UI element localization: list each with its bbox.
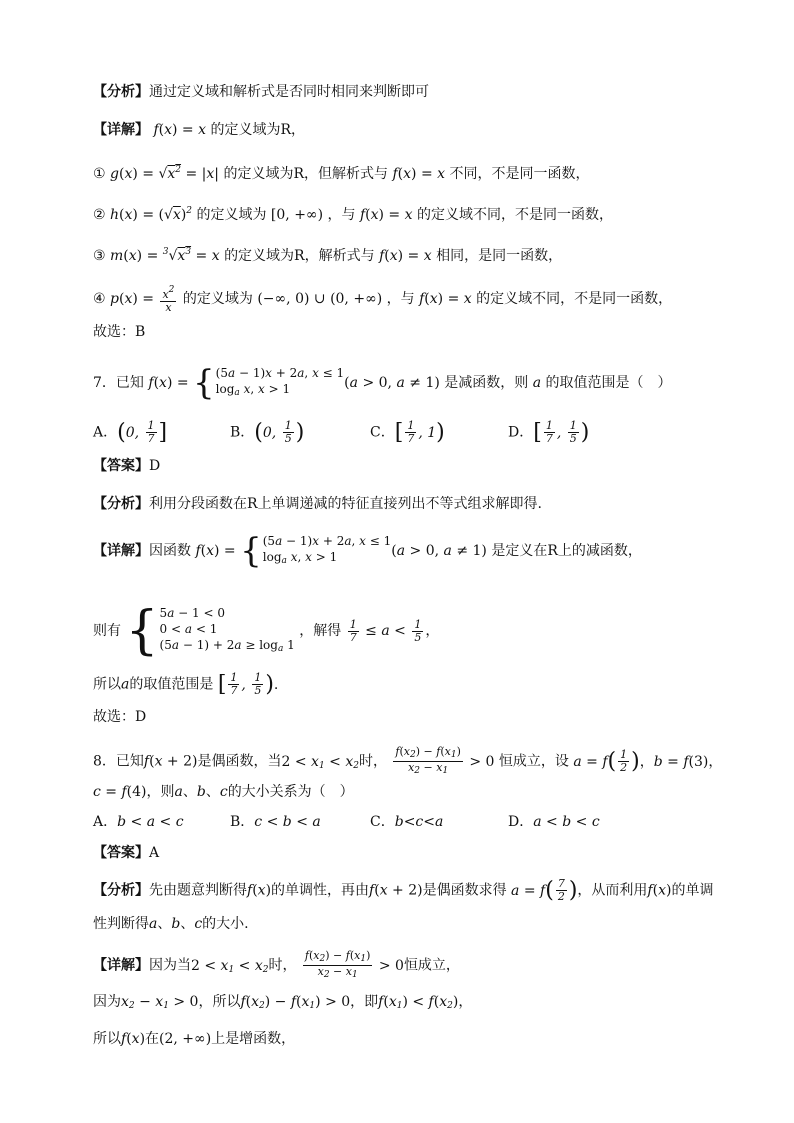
q7-analysis-tag: 【分析】 — [93, 496, 149, 512]
item-1-line — [93, 160, 590, 184]
q8-because-text-4: ， — [458, 994, 473, 1010]
q8-option-d-value: a < b < c — [533, 814, 600, 830]
item-2-text-2: ，与 — [327, 207, 356, 223]
q8-because-text-1: 因为 — [93, 994, 121, 1010]
q8-detail-text-3: 恒成立， — [403, 957, 460, 974]
q7-stem — [93, 365, 672, 401]
q8-answer-tag: 【答案】 — [93, 845, 149, 861]
q8-analysis-tag: 【分析】 — [93, 882, 149, 899]
formula-p: p(x) = $\frac{x^2}{x}$ — [110, 285, 175, 314]
q7-detail-piecewise: f(x) = { (5a − 1)x + 2a, x ≤ 1 $\log_a x$, x > 1 (a > 0, a ≠ 1) — [195, 531, 487, 571]
q8-option-d-label: D． — [508, 814, 534, 830]
q8-analysis-text-1: 先由题意判断得 — [149, 882, 247, 899]
q8-detail-text-1: 因为当 — [149, 957, 191, 974]
q8-option-c-label: C． — [370, 814, 395, 830]
formula-f-2: f(x) = x — [359, 207, 413, 223]
q8-analysis-text-6: 性判断得 — [93, 916, 149, 932]
q8-a-value: a = f( $\frac{7}{2}$ ) — [511, 877, 578, 903]
q8-option-a-label: A． — [93, 814, 118, 830]
q8-answer: A — [149, 845, 160, 861]
q7-option-b — [230, 420, 304, 445]
q7-option-a-value: (0, $\frac{1}{7}$ ] — [117, 419, 168, 445]
formula-f: f(x) = x — [153, 122, 207, 138]
q7-var-a: a — [532, 375, 542, 391]
q8-diff-x: $x_2 - x_1 > 0$ — [121, 994, 199, 1011]
q8-option-b-value: c < b < a — [254, 814, 321, 830]
analysis-text: 通过定义域和解析式是否同时相同来判断即可 — [149, 84, 429, 100]
q8-fx-2: f(x) — [647, 882, 672, 899]
q8-text-2: 时， — [358, 753, 387, 770]
q7-option-a-label: A． — [93, 424, 118, 441]
detail-tag: 【详解】 — [93, 122, 149, 138]
formula-g: $g(x) = √x^2 = |x|$ — [110, 165, 220, 182]
q8-because-text-3: ，即 — [350, 994, 379, 1010]
q8-fraction: $\frac{f(x_2) - f(x_1)}{x_2 - x_1}$ > 0 — [395, 745, 495, 776]
q8-analysis-text-4: ，从而利用 — [577, 882, 648, 899]
q8-text-3: 恒成立，设 — [498, 753, 569, 770]
q7-range-value: [ $\frac{1}{7}$ , $\frac{1}{5}$ ). — [217, 671, 279, 697]
q7-detail-text-2: 是定义在R上的减函数， — [491, 543, 642, 559]
q8-so-line — [93, 1029, 295, 1049]
q7-range-text-1: 所以 — [93, 676, 121, 693]
q7-option-c-label: C． — [370, 424, 395, 441]
item-3-text-2: 相同，是同一函数， — [436, 248, 563, 264]
q8-fx2: f(x + 2) — [143, 753, 198, 770]
analysis-line-1 — [93, 82, 429, 102]
q7-range-var: a — [121, 676, 130, 693]
q8-number: 8．已知 — [93, 753, 144, 770]
choice-line-1: 故选：B — [93, 324, 146, 340]
q7-option-c-value: [ $\frac{1}{7}$ , 1) — [394, 419, 445, 445]
q8-analysis-text-7: 的大小. — [202, 916, 249, 932]
q7-option-d — [508, 420, 589, 445]
q7-inequality-system: { 5a − 1 < 0 0 < a < 1 $(5a - 1) + 2a \ge \log_a 1$ — [125, 601, 295, 661]
q8-ineq-f: $f(x_1) < f(x_2)$ — [378, 994, 459, 1011]
q8-interval: (2, +∞) — [159, 1031, 212, 1047]
q7-detail-text-1: 因函数 — [149, 543, 191, 559]
item-3-text-1: 的定义域为R，解析式与 — [224, 248, 375, 264]
item-2-text-3: 的定义域不同，不是同一函数， — [416, 207, 613, 223]
q8-fx-3: f(x) — [121, 1031, 146, 1047]
q8-option-b — [230, 812, 321, 832]
q8-vars: a、b、c — [174, 784, 228, 800]
q7-option-a — [93, 420, 167, 445]
item-2-text-1: 的定义域为 — [196, 207, 267, 223]
q8-stem-2 — [93, 782, 354, 802]
q7-option-b-label: B． — [230, 424, 255, 441]
item-marker-1: ① — [93, 166, 106, 182]
item-3-line — [93, 242, 562, 266]
q8-option-c — [370, 812, 443, 832]
analysis-tag: 【分析】 — [93, 84, 149, 100]
q8-def-a: a = f( $\frac{1}{2}$ )，b = f(3)， — [573, 748, 723, 774]
q8-def-c: c = f(4) — [93, 784, 147, 800]
q7-then-text: 则有 — [93, 623, 121, 639]
q7-answer-line — [93, 456, 160, 476]
q7-piecewise: f(x) = { (5a − 1)x + 2a, x ≤ 1 $\log_a x$, x > 1 (a > 0, a ≠ 1) — [148, 363, 440, 403]
q7-range-text-2: 的取值范围是 — [129, 676, 214, 693]
q7-detail-line — [93, 533, 642, 569]
q8-so-text-1: 所以 — [93, 1031, 121, 1047]
q8-condition: $2 < x_1 < x_2$ — [281, 753, 359, 771]
q7-text-mid: 是减函数，则 — [444, 375, 529, 391]
item-4-line — [93, 284, 672, 314]
q7-detail-tag: 【详解】 — [93, 543, 149, 559]
interval-0-inf: [0, +∞) — [270, 207, 324, 223]
item-4-text-1: 的定义域为 — [182, 291, 253, 307]
q8-detail-condition: $2 < x_1 < x_2$ — [191, 957, 269, 975]
q8-option-a — [93, 812, 184, 832]
q8-option-a-value: b < a < c — [117, 814, 184, 830]
q8-option-b-label: B． — [230, 814, 255, 830]
choice-line-2: 故选：D — [93, 709, 147, 725]
q7-text-end: 的取值范围是（ ） — [545, 375, 672, 391]
item-4-text-2: ，与 — [386, 291, 415, 307]
q8-so-text-2: 在 — [145, 1031, 160, 1047]
item-marker-2: ② — [93, 207, 106, 223]
q7-option-b-value: (0, $\frac{1}{5}$ ) — [254, 419, 305, 445]
q7-option-d-label: D． — [508, 424, 534, 441]
item-marker-3: ③ — [93, 248, 106, 264]
item-1-text-1: 的定义域为R，但解析式与 — [223, 166, 389, 182]
q7-answer: D — [149, 458, 161, 474]
q8-detail-line — [93, 950, 460, 981]
q7-number: 7．已知 — [93, 375, 144, 391]
q7-inequality-line — [93, 601, 440, 661]
formula-f-3: f(x) = x — [379, 248, 432, 264]
q8-analysis-line-2 — [93, 914, 249, 934]
q8-analysis-line-1 — [93, 878, 713, 903]
q8-option-d — [508, 812, 600, 832]
item-2-line — [93, 201, 613, 225]
q8-answer-line — [93, 843, 159, 863]
q7-range-line — [93, 672, 278, 697]
q8-text-5: 的大小关系为（ ） — [227, 784, 354, 800]
formula-m: $m(x) = ^3√x^3 = x$ — [110, 247, 220, 264]
q8-so-text-3: 上是增函数， — [211, 1031, 296, 1047]
q8-text-1: 是偶函数，当 — [197, 753, 282, 770]
interval-union: (−∞, 0) ∪ (0, +∞) — [257, 291, 383, 307]
q8-option-c-value: b<c<a — [394, 814, 444, 830]
q8-diff-f: $f(x_2) - f(x_1) > 0$ — [240, 994, 351, 1011]
q7-answer-tag: 【答案】 — [93, 458, 149, 474]
formula-h: $h(x) = (√x)^2$ — [110, 206, 193, 223]
q8-because-text-2: ，所以 — [198, 994, 241, 1010]
q8-text-4: ，则 — [146, 784, 175, 800]
item-marker-4: ④ — [93, 291, 106, 307]
q7-solve-text: ，解得 — [299, 623, 342, 639]
q8-analysis-text-3: 是偶函数求得 — [422, 882, 507, 899]
q7-option-d-value: [ $\frac{1}{7}$ , $\frac{1}{5}$ ) — [533, 419, 590, 445]
q7-analysis-text: 利用分段函数在R上单调递减的特征直接列出不等式组求解即得. — [149, 496, 542, 512]
q8-detail-fraction: $\frac{f(x_2) - f(x_1)}{x_2 - x_1}$ > 0 — [304, 949, 404, 980]
q8-detail-text-2: 时， — [268, 957, 297, 974]
formula-f-4: f(x) = x — [419, 291, 472, 307]
q8-fx-1: f(x) — [247, 882, 272, 899]
q8-because-line — [93, 992, 472, 1016]
q8-detail-tag: 【详解】 — [93, 957, 149, 974]
q8-analysis-text-2: 的单调性，再由 — [271, 882, 370, 899]
detail-line-1 — [93, 120, 305, 140]
q8-fx2-2: f(x + 2) — [369, 882, 423, 899]
q7-analysis-line — [93, 494, 542, 514]
q8-analysis-text-5: 的单调 — [671, 882, 714, 899]
q7-solution: $\frac{1}{7}$ ≤ a < $\frac{1}{5}$ ， — [349, 617, 440, 644]
item-1-text-2: 不同，不是同一函数， — [449, 166, 590, 182]
q8-stem-1 — [93, 746, 722, 777]
item-4-text-3: 的定义域不同，不是同一函数， — [476, 291, 673, 307]
formula-f-1: f(x) = x — [392, 166, 446, 182]
detail-text: 的定义域为R， — [210, 122, 306, 138]
q8-vars-2: a、b、c — [149, 916, 203, 932]
q7-option-c — [370, 420, 445, 445]
